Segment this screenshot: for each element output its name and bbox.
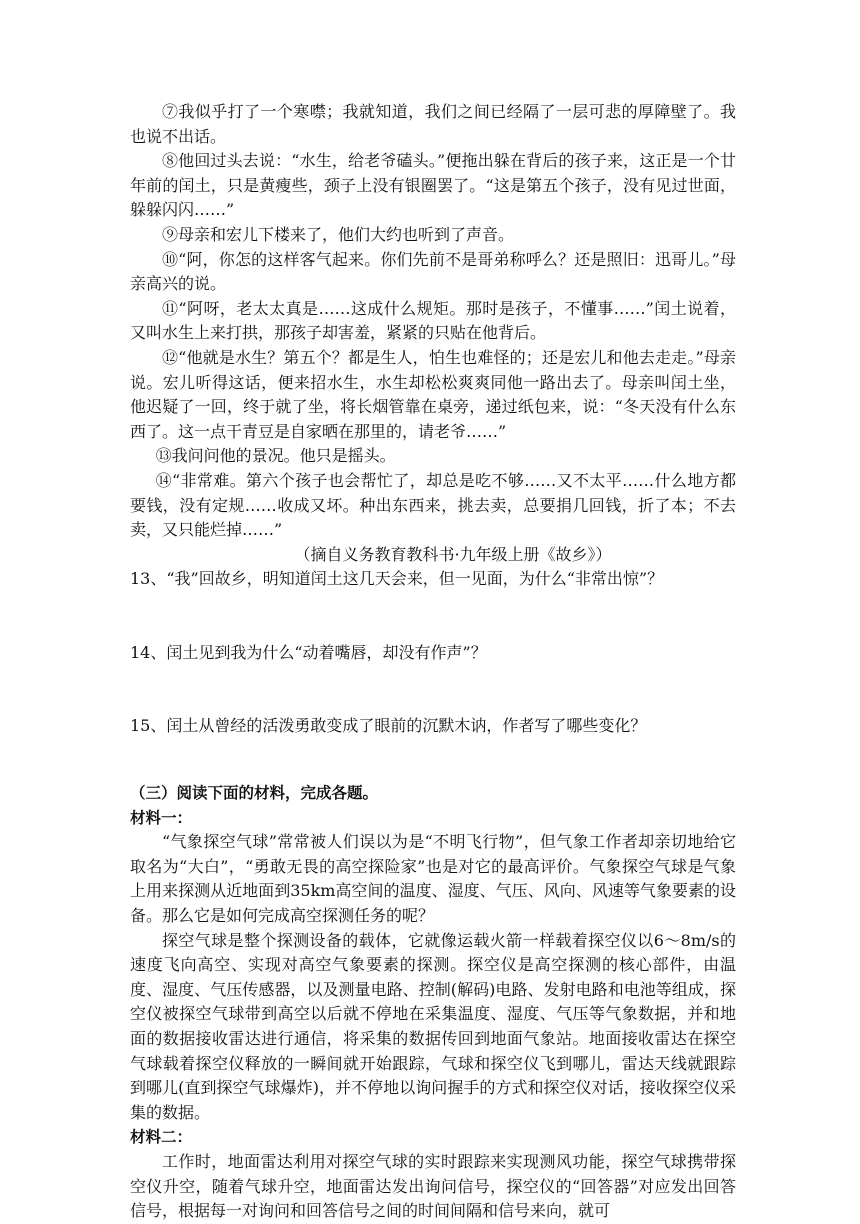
- material2-label: 材料二：: [130, 1128, 193, 1147]
- material1-paragraph: 探空气球是整个探测设备的载体，它就像运载火箭一样载着探空仪以6～8m/s的速度飞向高空、实现对高空气象要素的探测。探空仪是高空探测的核心部件，由温度、湿度、气压传感器，以及测量电路、控制(解码)电路、发射电路和电池等组成，探空仪被探空气球带到高空以后就不停地在采集温度、湿度、气压等气象数据，并和地面的数据接收雷达进行通信，将采集的数据传回到地面气象站。地面接收雷达在探空气球载着探空仪释放的一瞬间就开始跟踪，气球和探空仪飞到哪儿，雷达天线就跟踪到哪儿(直到探空气球爆炸)，并不停地以询问握手的方式和探空仪对话，接收探空仪采集的数据。: [130, 930, 736, 1122]
- material2-paragraph: 工作时，地面雷达利用对探空气球的实时跟踪来实现测风功能，探空气球携带探空仪升空，随着气球升空，地面雷达发出询问信号，探空仪的“回答器”对应发出回答信号，根据每一对询问和回答信号之间的时间间隔和信号来向，就可: [130, 1151, 736, 1221]
- question-13: 13、“我”回故乡，明知道闰土这几天会来，但一见面，为什么“非常出惊”？: [130, 569, 664, 589]
- passage-paragraph-11: ⑪“阿呀，老太太真是……这成什么规矩。那时是孩子，不懂事……”闰土说着，又叫水生上来打拱，那孩子却害羞，紧紧的只贴在他背后。: [130, 298, 736, 343]
- answer-space: [130, 739, 736, 781]
- answer-space: [130, 665, 736, 714]
- passage-paragraph-7: ⑦我似乎打了一个寒噤；我就知道，我们之间已经隔了一层可悲的厚障壁了。我也说不出话。: [130, 102, 736, 146]
- passage-paragraph-12: ⑫“他就是水生？第五个？都是生人，怕生也难怪的；还是宏儿和他去走走。”母亲说。宏儿听得这话，便来招水生，水生却松松爽爽同他一路出去了。母亲叫闰土坐，他迟疑了一回，终于就了坐，将长烟管靠在桌旁，递过纸包来，说：“冬天没有什么东西了。这一点干青豆是自家晒在那里的，请老爷……”: [130, 347, 736, 441]
- document-page: [130, 100, 736, 1224]
- passage-paragraph-10: ⑩“阿，你怎的这样客气起来。你们先前不是哥弟称呼么？还是照旧：迅哥儿。”母亲高兴的说。: [130, 249, 736, 294]
- answer-space: [130, 592, 736, 641]
- section-heading: （三）阅读下面的材料，完成各题。: [130, 784, 379, 803]
- question-15: 15、闰土从曾经的活泼勇敢变成了眼前的沉默木讷，作者写了哪些变化？: [130, 716, 647, 736]
- passage-paragraph-13: ⑬我问问他的景况。他只是摇头。: [155, 446, 396, 466]
- passage-paragraph-9: ⑨母亲和宏儿下楼来了，他们大约也听到了声音。: [162, 224, 515, 244]
- passage-source: （摘自义务教育教科书·九年级上册《故乡》）: [294, 544, 612, 564]
- question-14: 14、闰土见到我为什么“动着嘴唇，却没有作声”？: [130, 642, 487, 662]
- material1-label: 材料一：: [130, 808, 193, 827]
- passage-paragraph-8: ⑧他回过头去说：“水生，给老爷磕头。”便拖出躲在背后的孩子来，这正是一个廿年前的闰土，只是黄瘦些，颈子上没有银圈罢了。“这是第五个孩子，没有见过世面，躲躲闪闪……”: [130, 151, 736, 220]
- material1-paragraph: “气象探空气球”常常被人们误以为是“不明飞行物”，但气象工作者却亲切地给它取名为“大白”，“勇敢无畏的高空探险家”也是对它的最高评价。气象探空气球是气象上用来探测从近地面到35km高空间的温度、湿度、气压、风向、风速等气象要素的设备。那么它是如何完成高空探测任务的呢？: [130, 832, 736, 926]
- passage-paragraph-14: ⑭“非常难。第六个孩子也会帮忙了，却总是吃不够……又不太平……什么地方都要钱，没有定规……收成又坏。种出东西来，挑去卖，总要捐几回钱，折了本；不去卖，又只能烂掉……”: [130, 470, 736, 540]
